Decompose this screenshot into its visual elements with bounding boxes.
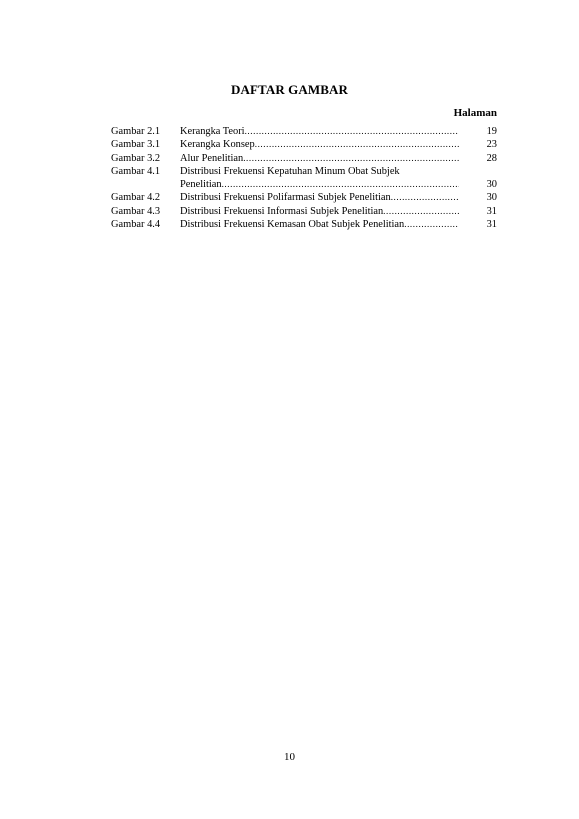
figure-number: Gambar 4.1	[111, 165, 161, 177]
figure-title: Kerangka Konsep	[180, 139, 255, 151]
page-column-label: Halaman	[453, 107, 497, 119]
figure-title: Kerangka Teori	[180, 126, 245, 137]
figure-page: 30	[486, 179, 497, 191]
dot-leader	[243, 152, 459, 165]
figure-title-line-1: Distribusi Frekuensi Kepatuhan Minum Obat Subjek	[180, 165, 400, 177]
figure-title: Distribusi Frekuensi Polifarmasi Subjek Penelitian	[180, 192, 391, 204]
dot-leader	[245, 125, 459, 138]
figure-page: 23	[486, 139, 497, 151]
list-item	[111, 191, 497, 204]
dot-leader	[383, 205, 459, 218]
figure-title: Distribusi Frekuensi Kemasan Obat Subjek Penelitian	[180, 219, 405, 231]
page-title: DAFTAR GAMBAR	[231, 82, 348, 97]
figure-title: Distribusi Frekuensi Informasi Subjek Penelitian	[180, 205, 384, 217]
dot-leader	[255, 138, 459, 151]
figure-page: 19	[486, 126, 497, 137]
figure-number: Gambar 2.1	[111, 126, 161, 137]
figure-page: 31	[486, 219, 497, 231]
list-item	[111, 205, 497, 218]
dot-leader	[391, 191, 459, 204]
list-item	[111, 138, 497, 151]
figure-list	[111, 125, 497, 231]
figure-number: Gambar 3.2	[111, 152, 161, 164]
list-item	[111, 165, 497, 192]
dot-leader	[222, 178, 459, 191]
figure-title: Alur Penelitian	[180, 152, 244, 164]
list-item	[111, 152, 497, 165]
figure-title-line-2: Penelitian	[180, 179, 222, 191]
figure-page: 28	[486, 152, 497, 164]
list-item	[111, 218, 497, 231]
figure-number: Gambar 4.3	[111, 205, 161, 217]
figure-number: Gambar 4.4	[111, 219, 161, 231]
footer-page-number: 10	[284, 751, 295, 763]
figure-page: 31	[486, 205, 497, 217]
figure-number: Gambar 4.2	[111, 192, 161, 204]
dot-leader	[404, 218, 459, 231]
list-item	[111, 125, 497, 138]
figure-page: 30	[486, 192, 497, 204]
figure-number: Gambar 3.1	[111, 139, 161, 151]
